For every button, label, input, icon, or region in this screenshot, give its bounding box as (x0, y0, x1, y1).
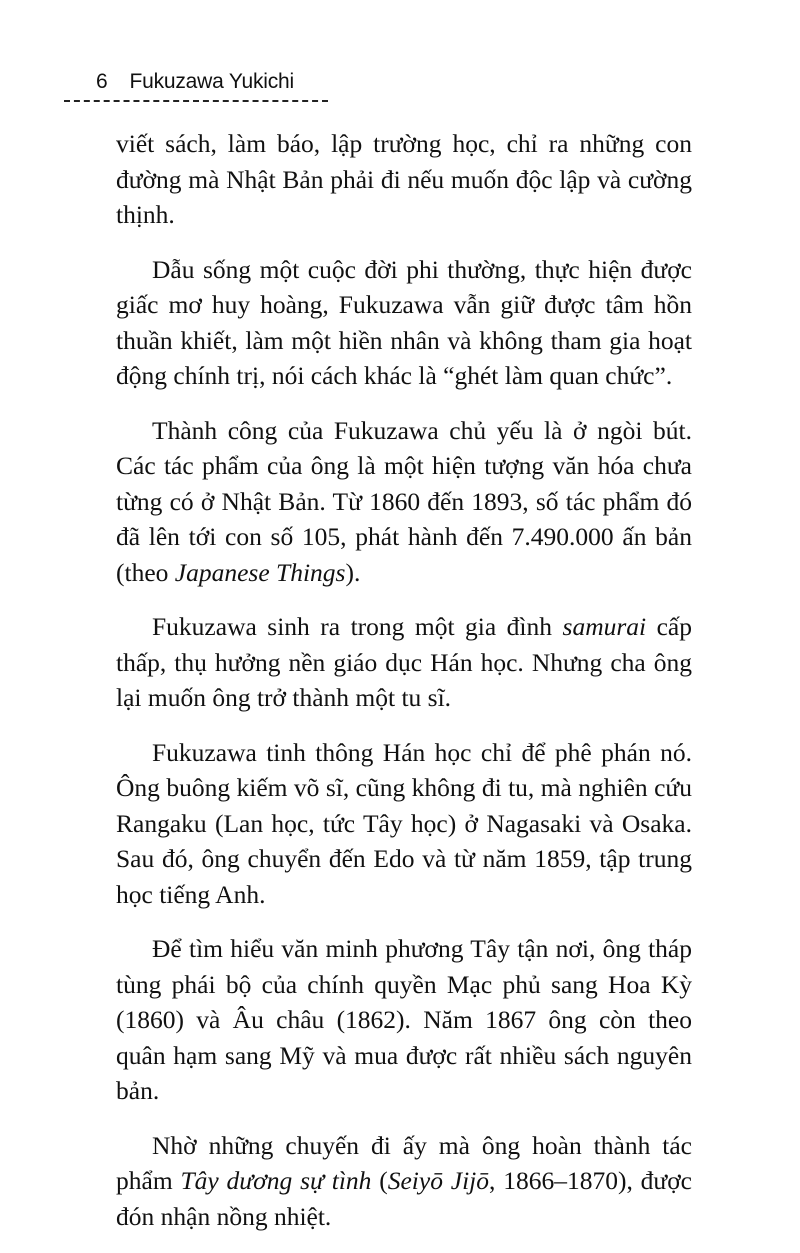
book-title-tay-duong-su-tinh: Tây dương sự tình (180, 1166, 372, 1195)
paragraph-7-text: Nhờ những chuyến đi ấy mà ông hoàn thành tác phẩm (116, 1130, 692, 1195)
paragraph-4-text: Fukuzawa sinh ra trong một gia đình (152, 612, 563, 641)
body-text (116, 126, 692, 1253)
paragraph-3-end: ). (345, 557, 361, 587)
paragraph-2: Dẫu sống một cuộc đời phi thường, thực hiện được giấc mơ huy hoàng, Fukuzawa vẫn giữ được tâm hồn thuần khiết, làm một hiền nhân và không tham gia hoạt động chính trị, nói cách khác là “ghét làm quan chức”. (116, 254, 692, 390)
paragraph-3-text: Thành công của Fukuzawa chủ yếu là ở ngòi bút. Các tác phẩm của ông là một hiện tượng văn hóa chưa từng có ở Nhật Bản. Từ 1860 đến 1893, số tác phẩm đó đã lên tới con số 105, phát hành đến 7.490.000 ấn bản (theo (116, 415, 692, 587)
header-dashed-rule (64, 100, 328, 102)
book-title-seiyo-jijo: Seiyō Jijō (387, 1166, 490, 1195)
paragraph-1: viết sách, làm báo, lập trường học, chỉ ra những con đường mà Nhật Bản phải đi nếu muốn độc lập và cường thịnh. (116, 129, 692, 229)
paragraph-4-end: cấp thấp, thụ hưởng nền giáo dục Hán học. Nhưng cha ông lại muốn ông trở thành một tu sĩ. (116, 612, 692, 712)
paragraph-6: Để tìm hiểu văn minh phương Tây tận nơi, ông tháp tùng phái bộ của chính quyền Mạc phủ sang Hoa Kỳ (1860) và Âu châu (1862). Năm 1867 ông còn theo quân hạm sang Mỹ và mua được rất nhiều sách nguyên bản. (116, 934, 692, 1105)
paragraph-7 (116, 1128, 692, 1235)
book-title-japanese-things: Japanese Things (174, 557, 346, 587)
paragraph-7-paren: ( (371, 1166, 388, 1195)
paragraph-4 (116, 609, 692, 716)
term-samurai: samurai (562, 612, 647, 641)
page-number: 6 (96, 70, 108, 93)
paragraph-7-end: , 1866–1870), được đón nhận nồng nhiệt. (116, 1166, 692, 1231)
paragraph-3 (116, 413, 692, 591)
running-title: Fukuzawa Yukichi (129, 70, 294, 93)
paragraph-5: Fukuzawa tinh thông Hán học chỉ để phê phán nó. Ông buông kiếm võ sĩ, cũng không đi tu, mà nghiên cứu Rangaku (Lan học, tức Tây học) ở Nagasaki và Osaka. Sau đó, ông chuyển đến Edo và từ năm 1859, tập trung học tiếng Anh. (116, 737, 692, 909)
running-head (96, 70, 294, 94)
